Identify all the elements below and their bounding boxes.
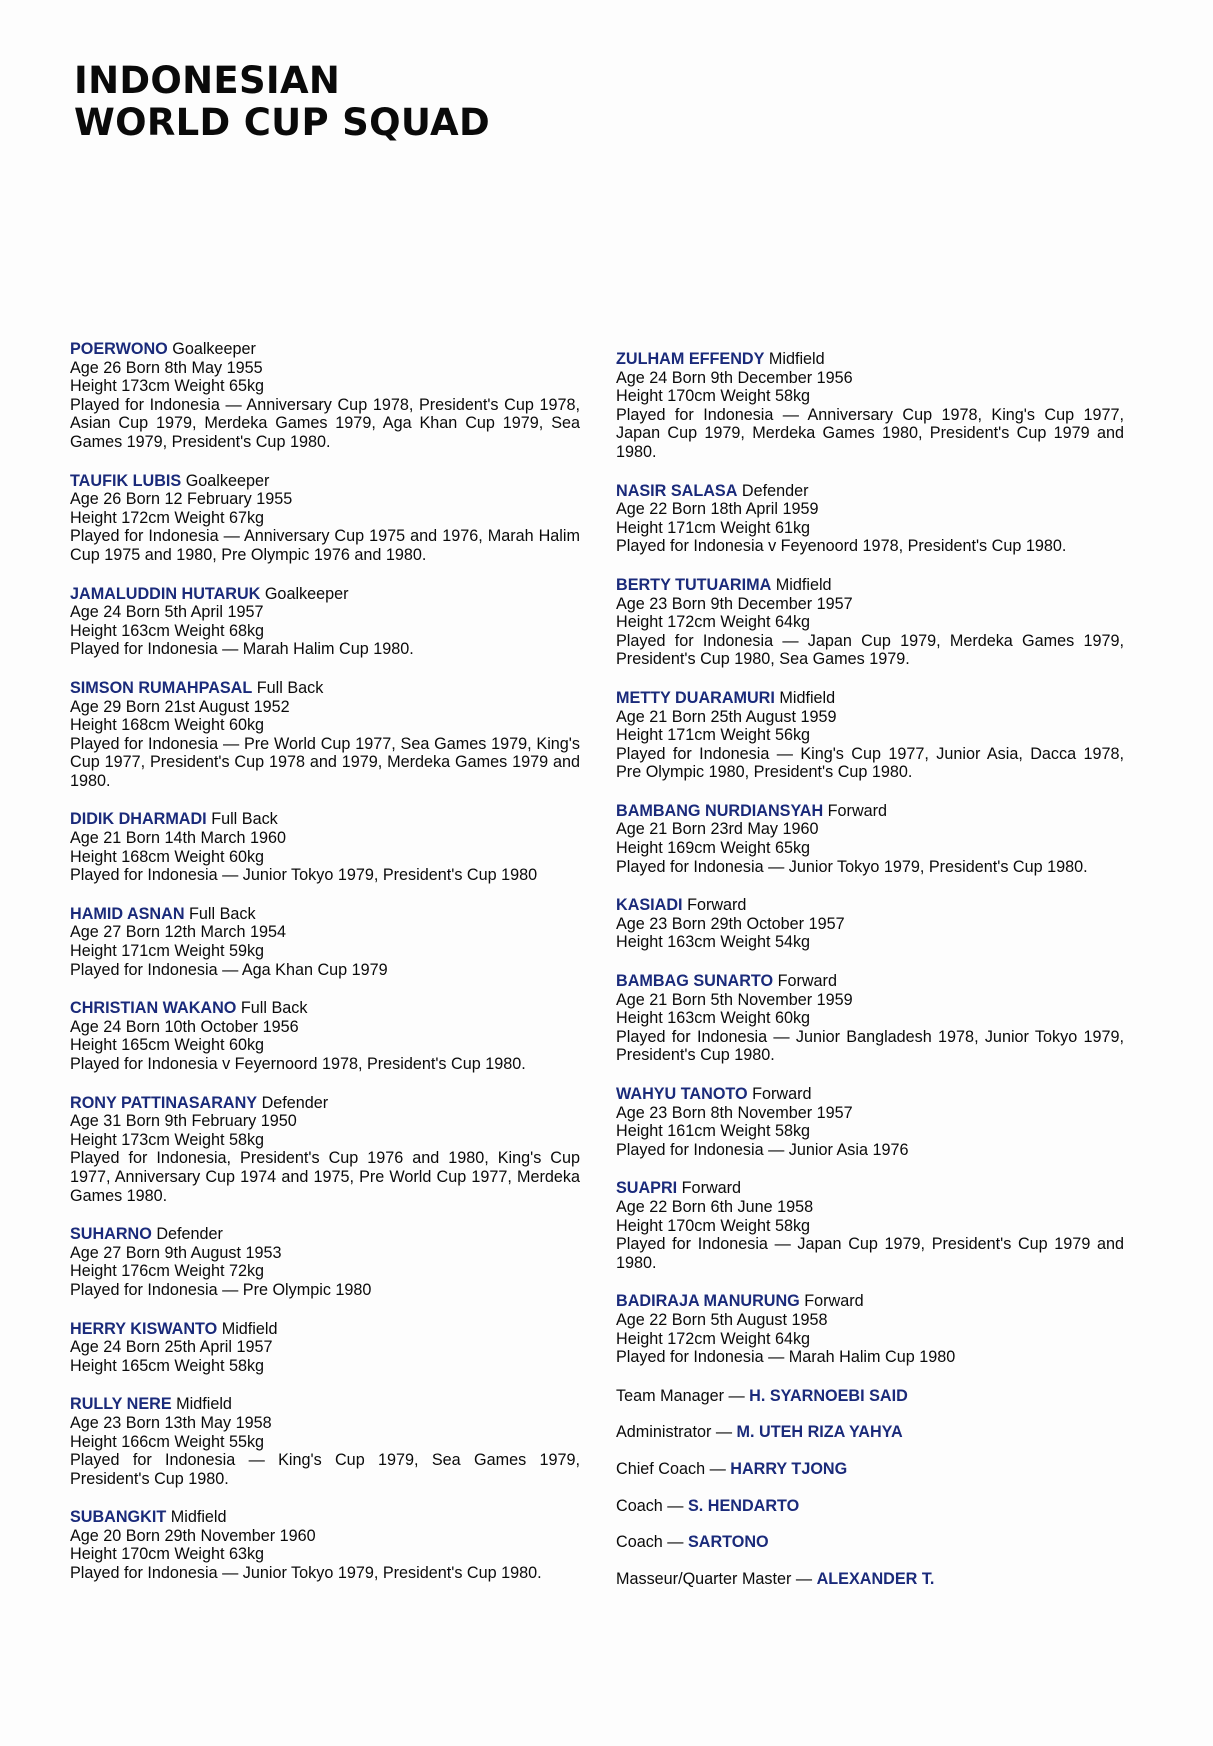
player-heading [70,810,580,829]
player-heading [70,1395,580,1414]
player-position: Goalkeeper [264,584,349,603]
player-age-born: Age 22 Born 6th June 1958 [616,1197,814,1216]
player-height-weight: Height 172cm Weight 64kg [616,613,811,632]
player-name: TAUFIK LUBIS [70,471,182,490]
player-played-for: Played for Indonesia, President's Cup 1976 and 1980, King's Cup 1977, Anniversary Cup 1974 and 1975, Pre World Cup 1977, Merdeka Games 1980. [70,1149,580,1205]
player-height-weight: Height 168cm Weight 60kg [70,716,265,735]
player-played-for: Played for Indonesia — Pre World Cup 1977, Sea Games 1979, King's Cup 1977, President's Cup 1978 and 1979, Merdeka Games 1979 and 1980. [70,734,580,790]
player-played-for: Played for Indonesia — Aga Khan Cup 1979 [70,960,388,979]
player-age-born: Age 26 Born 8th May 1955 [70,358,263,377]
player-played-for: Played for Indonesia — Anniversary Cup 1978, King's Cup 1977, Japan Cup 1979, Merdeka Games 1980, President's Cup 1979 and 1980. [616,405,1124,461]
player-name: BAMBAG SUNARTO [616,972,774,991]
player-heading [70,679,580,698]
player-height-weight: Height 163cm Weight 54kg [616,933,811,952]
player-name: POERWONO [70,340,168,358]
player-heading [616,1292,1124,1311]
player-entry [616,576,1124,669]
staff-row [616,1497,1124,1516]
player-height-weight: Height 163cm Weight 68kg [70,621,265,640]
player-age-born: Age 29 Born 21st August 1952 [70,697,290,716]
right-column [616,350,1124,1606]
player-name: BADIRAJA MANURUNG [616,1292,800,1311]
player-heading [616,350,1124,369]
player-height-weight: Height 173cm Weight 65kg [70,377,265,396]
player-height-weight: Height 168cm Weight 60kg [70,847,265,866]
player-played-for: Played for Indonesia — King's Cup 1977, Junior Asia, Dacca 1978, Pre Olympic 1980, President's Cup 1980. [616,744,1124,782]
player-played-for: Played for Indonesia — Japan Cup 1979, Merdeka Games 1979, President's Cup 1980, Sea Games 1979. [616,631,1124,669]
player-heading [70,999,580,1018]
staff-role: Coach — [616,1533,684,1552]
player-heading [70,1225,580,1244]
player-position: Goalkeeper [172,340,256,358]
player-height-weight: Height 171cm Weight 61kg [616,518,811,537]
player-heading [70,1094,580,1113]
player-played-for: Played for Indonesia — Junior Asia 1976 [616,1140,909,1159]
staff-name: ALEXANDER T. [816,1569,935,1588]
player-played-for: Played for Indonesia — King's Cup 1979, Sea Games 1979, President's Cup 1980. [70,1451,580,1488]
player-entry [616,1085,1124,1159]
player-height-weight: Height 176cm Weight 72kg [70,1262,265,1281]
staff-row [616,1423,1124,1442]
player-name: HERRY KISWANTO [70,1319,218,1338]
left-column [70,340,580,1603]
player-name: NASIR SALASA [616,481,738,500]
staff-row [616,1533,1124,1552]
player-entry [616,1292,1124,1366]
player-position: Full Back [256,678,324,697]
player-name: SUBANGKIT [70,1508,167,1527]
player-played-for: Played for Indonesia — Junior Tokyo 1979, President's Cup 1980. [70,1564,542,1583]
player-age-born: Age 22 Born 5th August 1958 [616,1310,828,1329]
player-played-for: Played for Indonesia — Anniversary Cup 1978, President's Cup 1978, Asian Cup 1979, Merdeka Games 1979, Aga Khan Cup 1979, Sea Games 1979, President's Cup 1980. [70,395,580,451]
staff-name: SARTONO [687,1533,769,1552]
player-height-weight: Height 170cm Weight 63kg [70,1545,265,1564]
player-name: SUHARNO [70,1225,152,1244]
player-played-for: Played for Indonesia — Junior Bangladesh 1978, Junior Tokyo 1979, President's Cup 1980. [616,1027,1124,1065]
page-title [74,60,490,144]
player-heading [616,689,1124,708]
player-height-weight: Height 161cm Weight 58kg [616,1122,811,1141]
player-heading [616,896,1124,915]
player-played-for: Played for Indonesia — Pre Olympic 1980 [70,1280,372,1299]
player-height-weight: Height 165cm Weight 60kg [70,1036,265,1055]
player-age-born: Age 27 Born 12th March 1954 [70,923,286,942]
staff-row [616,1387,1124,1406]
player-played-for: Played for Indonesia — Marah Halim Cup 1980 [616,1348,956,1367]
player-age-born: Age 27 Born 9th August 1953 [70,1243,282,1262]
player-played-for: Played for Indonesia — Marah Halim Cup 1980. [70,640,414,659]
player-height-weight: Height 173cm Weight 58kg [70,1130,265,1149]
player-name: RONY PATTINASARANY [70,1093,258,1112]
player-entry [616,802,1124,876]
player-height-weight: Height 171cm Weight 56kg [616,726,811,745]
player-height-weight: Height 170cm Weight 58kg [616,1216,811,1235]
player-played-for: Played for Indonesia — Junior Tokyo 1979, President's Cup 1980 [70,866,538,885]
player-height-weight: Height 169cm Weight 65kg [616,839,811,858]
player-age-born: Age 21 Born 23rd May 1960 [616,820,819,839]
player-age-born: Age 24 Born 10th October 1956 [70,1017,299,1036]
player-height-weight: Height 170cm Weight 58kg [616,387,811,406]
player-heading [616,802,1124,821]
staff-row [616,1460,1124,1479]
staff-name: H. SYARNOEBI SAID [749,1386,908,1405]
player-age-born: Age 26 Born 12 February 1955 [70,490,293,509]
player-entry [70,999,580,1073]
staff-name: M. UTEH RIZA YAHYA [736,1423,903,1442]
player-position: Midfield [768,350,825,368]
player-heading [616,576,1124,595]
player-height-weight: Height 166cm Weight 55kg [70,1432,265,1451]
player-name: WAHYU TANOTO [616,1085,748,1103]
player-heading [616,1085,1124,1104]
player-position: Forward [827,801,888,820]
staff-role: Coach — [616,1496,684,1515]
player-entry [70,810,580,884]
player-played-for: Played for Indonesia v Feyenoord 1978, President's Cup 1980. [616,537,1067,556]
player-position: Full Back [240,999,308,1018]
player-height-weight: Height 172cm Weight 67kg [70,508,265,527]
player-heading [70,905,580,924]
title-line-1: INDONESIAN [74,59,341,102]
player-heading [70,585,580,604]
player-name: DIDIK DHARMADI [70,810,207,829]
player-position: Forward [687,896,747,915]
player-name: CHRISTIAN WAKANO [70,999,237,1018]
player-age-born: Age 21 Born 25th August 1959 [616,707,837,726]
player-name: BERTY TUTUARIMA [616,575,772,594]
player-heading [616,482,1124,501]
player-age-born: Age 24 Born 5th April 1957 [70,603,264,622]
player-name: BAMBANG NURDIANSYAH [616,801,824,820]
player-position: Full Back [189,904,256,923]
player-name: METTY DUARAMURI [616,688,775,707]
player-position: Defender [156,1225,223,1244]
player-height-weight: Height 165cm Weight 58kg [70,1356,265,1375]
staff-row [616,1570,1124,1589]
staff-list [616,1387,1124,1589]
player-entry [616,689,1124,782]
player-age-born: Age 22 Born 18th April 1959 [616,500,819,519]
player-age-born: Age 24 Born 25th April 1957 [70,1338,273,1357]
player-entry [70,585,580,659]
player-position: Forward [777,972,837,991]
player-entry [70,1508,580,1582]
player-entry [616,482,1124,556]
player-entry [70,905,580,979]
player-entry [70,340,580,452]
staff-role: Team Manager — [616,1386,745,1405]
player-played-for: Played for Indonesia v Feyernoord 1978, President's Cup 1980. [70,1055,526,1073]
player-position: Midfield [176,1395,232,1414]
player-position: Forward [681,1179,742,1198]
player-age-born: Age 21 Born 5th November 1959 [616,990,853,1009]
player-position: Midfield [775,575,832,594]
player-entry [616,1179,1124,1272]
player-name: HAMID ASNAN [70,904,185,923]
player-age-born: Age 21 Born 14th March 1960 [70,829,286,848]
player-position: Forward [804,1292,864,1311]
player-age-born: Age 24 Born 9th December 1956 [616,368,853,387]
player-played-for: Played for Indonesia — Japan Cup 1979, President's Cup 1979 and 1980. [616,1235,1124,1272]
player-name: ZULHAM EFFENDY [616,350,765,368]
player-height-weight: Height 171cm Weight 59kg [70,942,265,961]
player-name: KASIADI [616,896,683,915]
player-position: Defender [261,1093,329,1112]
player-age-born: Age 31 Born 9th February 1950 [70,1112,297,1131]
player-played-for: Played for Indonesia — Junior Tokyo 1979, President's Cup 1980. [616,857,1088,876]
player-entry [70,472,580,565]
player-entry [616,896,1124,952]
player-entry [70,679,580,791]
player-age-born: Age 23 Born 8th November 1957 [616,1103,853,1122]
player-position: Full Back [211,810,278,829]
player-position: Forward [752,1085,812,1103]
player-heading [616,1179,1124,1198]
player-age-born: Age 23 Born 9th December 1957 [616,594,853,613]
staff-role: Administrator — [616,1423,733,1442]
player-position: Midfield [170,1508,227,1527]
player-position: Midfield [221,1319,278,1338]
player-age-born: Age 20 Born 29th November 1960 [70,1526,316,1545]
right-player-list [616,350,1124,1367]
player-name: SUAPRI [616,1179,678,1198]
player-entry [616,972,1124,1065]
player-height-weight: Height 172cm Weight 64kg [616,1329,811,1348]
player-heading [70,1320,580,1339]
player-position: Goalkeeper [185,471,270,490]
player-position: Defender [741,481,809,500]
player-entry [70,1395,580,1488]
player-age-born: Age 23 Born 29th October 1957 [616,914,845,933]
title-line-2: WORLD CUP SQUAD [74,101,490,144]
player-played-for: Played for Indonesia — Anniversary Cup 1975 and 1976, Marah Halim Cup 1975 and 1980, Pre Olympic 1976 and 1980. [70,527,580,564]
player-heading [70,472,580,491]
staff-name: HARRY TJONG [730,1459,848,1478]
player-heading [70,340,580,359]
staff-role: Masseur/Quarter Master — [616,1569,813,1588]
staff-role: Chief Coach — [616,1459,726,1478]
player-entry [70,1320,580,1376]
player-age-born: Age 23 Born 13th May 1958 [70,1413,272,1432]
player-heading [616,972,1124,991]
player-height-weight: Height 163cm Weight 60kg [616,1009,811,1028]
player-name: JAMALUDDIN HUTARUK [70,584,261,603]
player-name: RULLY NERE [70,1395,172,1414]
player-heading [70,1508,580,1527]
player-entry [616,350,1124,462]
player-entry [70,1225,580,1299]
player-entry [70,1094,580,1206]
player-position: Midfield [779,688,836,707]
staff-name: S. HENDARTO [687,1496,800,1515]
player-name: SIMSON RUMAHPASAL [70,678,253,697]
